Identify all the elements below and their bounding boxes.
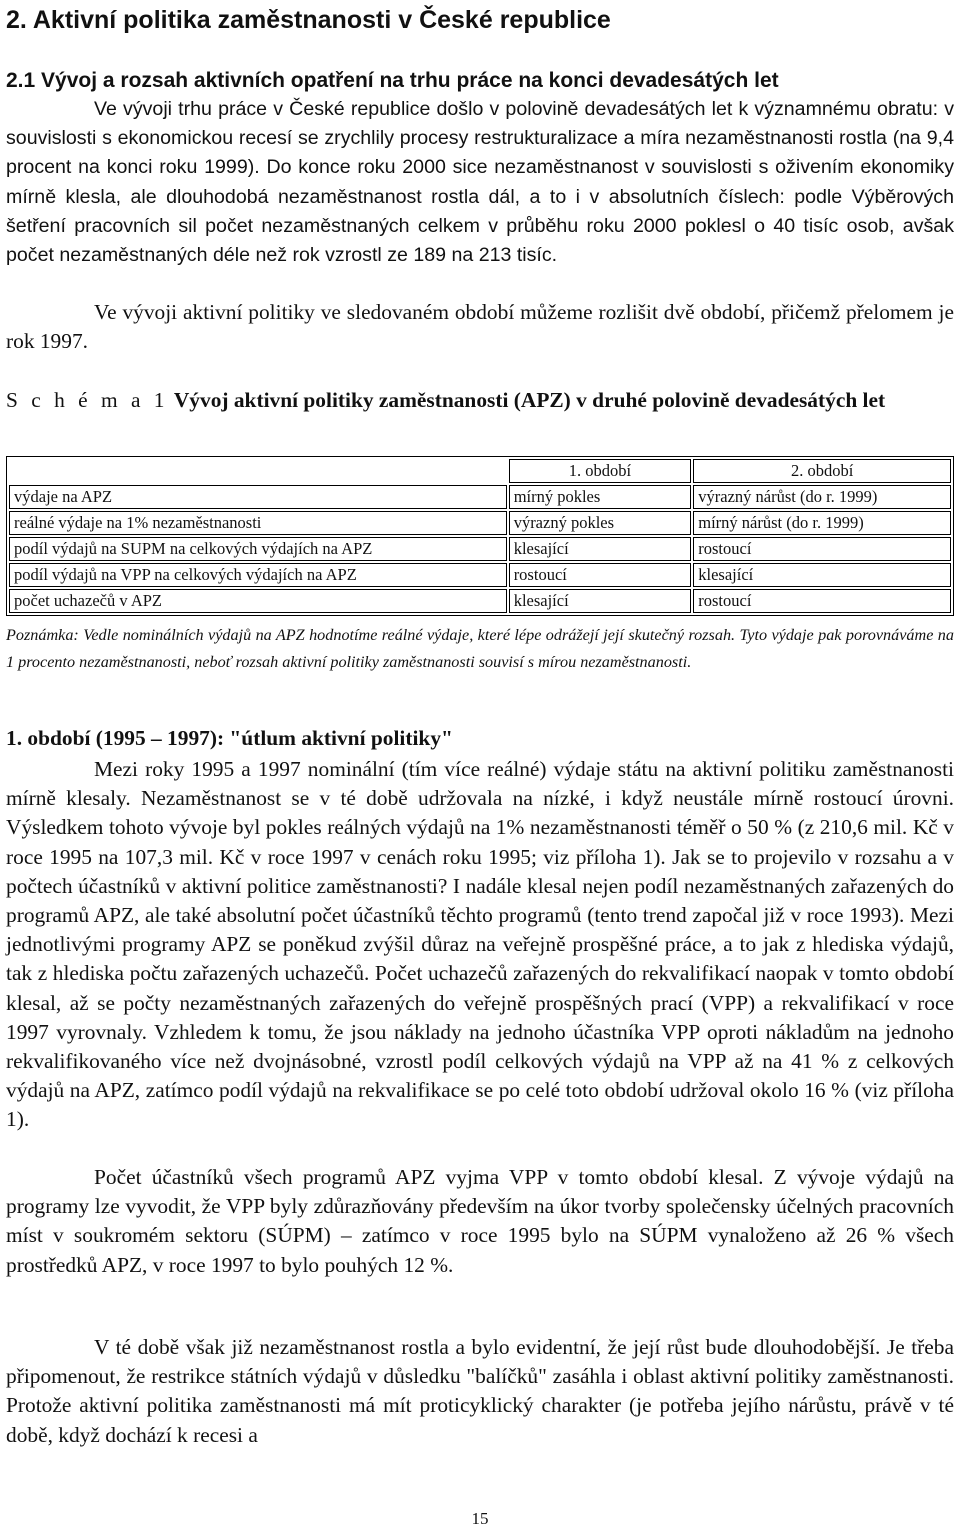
paragraph-5-text: V té době však již nezaměstnanost rostla a bylo evidentní, že její růst bude dlouhodobější. Je třeba připomenout, že restrikce státních výdajů v důsledku "balíčků" zasáhla i oblast aktivní politiky zaměstnanosti. Protože aktivní politika zaměstnanosti má mít proticyklický charakter (je potřeba jejího nárůstu, právě v té době, když dochází k recesi a [6,1335,954,1447]
row-label: podíl výdajů na SUPM na celkových výdajích na APZ [9,537,507,561]
paragraph-1 [6,95,954,270]
table-header-period-2: 2. období [693,459,951,483]
row-period-2: výrazný nárůst (do r. 1999) [693,485,951,509]
row-period-1: klesající [509,537,692,561]
row-period-2: rostoucí [693,589,951,613]
paragraph-2 [6,298,954,356]
apz-table [6,456,954,616]
schema-label: S c h é m a 1 [6,388,169,412]
row-label: reálné výdaje na 1% nezaměstnanosti [9,511,507,535]
paragraph-5 [6,1333,954,1450]
table-row [9,589,951,613]
table-header-row [9,459,951,483]
row-label: podíl výdajů na VPP na celkových výdajích na APZ [9,563,507,587]
row-period-1: klesající [509,589,692,613]
period-heading: 1. období (1995 – 1997): "útlum aktivní politiky" [6,726,453,750]
schema-caption [6,385,954,415]
table-row [9,511,951,535]
schema-title: Vývoj aktivní politiky zaměstnanosti (APZ) v druhé polovině devadesátých let [173,388,886,412]
table-row [9,485,951,509]
paragraph-2-text: Ve vývoji aktivní politiky ve sledovaném období můžeme rozlišit dvě období, přičemž přelomem je rok 1997. [6,300,954,354]
main-heading: 2. Aktivní politika zaměstnanosti v České republice [6,6,611,34]
row-period-1: mírný pokles [509,485,692,509]
table-header-period-1: 1. období [509,459,692,483]
table-row [9,563,951,587]
table-note: Poznámka: Vedle nominálních výdajů na APZ hodnotíme reálné výdaje, které lépe odrážejí její skutečný rozsah. Tyto výdaje pak porovnáváme na 1 procento nezaměstnanosti, neboť rozsah aktivní politiky zaměstnanosti souvisí s mírou nezaměstnanosti. [6,626,954,671]
table-row [9,537,951,561]
paragraph-4-text: Počet účastníků všech programů APZ vyjma VPP v tomto období klesal. Z vývoje výdajů na programy lze vyvodit, že VPP byly zdůrazňovány především na úkor tvorby společensky účelných pracovních míst v soukromém sektoru (SÚPM) – zatímco v roce 1995 bylo na SÚPM vynaloženo až 26 % všech prostředků APZ, v roce 1997 to bylo pouhých 12 %. [6,1165,954,1277]
paragraph-3 [6,755,954,1135]
row-period-2: mírný nárůst (do r. 1999) [693,511,951,535]
paragraph-3-text: Mezi roky 1995 a 1997 nominální (tím více reálné) výdaje státu na aktivní politiku zaměstnanosti mírně klesaly. Nezaměstnanost se v té době udržovala na nízké, i když neustále mírně rostoucí úrovni. Výsledkem tohoto vývoje byl pokles reálných výdajů na 1% nezaměstnanosti téměř o 50 % (z 210,6 mil. Kč v roce 1995 na 107,3 mil. Kč v roce 1997 v cenách roku 1995; viz příloha 1). Jak se to projevilo v rozsahu a v počtech účastníků v aktivní politice zaměstnanosti? I nadále klesal nejen podíl nezaměstnaných zařazených do programů APZ, ale také absolutní počet účastníků těchto programů (tento trend započal již v roce 1993). Mezi jednotlivými programy APZ se poněkud zvýšil důraz na veřejně prospěšné práce, a to jak z hlediska výdajů, tak z hlediska počtu zařazených uchazečů. Počet uchazečů zařazených do rekvalifikací naopak v tomto období klesal, až se počty nezaměstnaných zařazených do veřejně prospěšných prací (VPP) a rekvalifikací v roce 1997 vyrovnaly. Vzhledem k tomu, že jsou náklady na jednoho účastníka VPP oproti nákladům na jednoho rekvalifikovaného více než dvojnásobné, vzrostl podíl celkových výdajů na VPP až na 41 % z celkových výdajů na APZ, zatímco podíl výdajů na rekvalifikace se po celé toto období udržoval okolo 16 % (viz příloha 1). [6,757,954,1132]
paragraph-1-text: Ve vývoji trhu práce v České republice došlo v polovině devadesátých let k významnému obratu: v souvislosti s ekonomickou recesí se zrychlily procesy restrukturalizace a míra nezaměstnanosti rostla (na 9,4 procent na konci roku 1999). Do konce roku 2000 sice nezaměstnanost v souvislosti s oživením ekonomiky mírně klesla, ale dlouhodobá nezaměstnanost rostla dál, a to i v absolutních číslech: podle Výběrových šetření pracovních sil počet nezaměstnaných celkem v průběhu roku 2000 poklesl o 40 tisíc osob, avšak počet nezaměstnaných déle než rok vzrostl ze 189 na 213 tisíc. [6,98,954,267]
paragraph-4 [6,1163,954,1280]
row-period-1: výrazný pokles [509,511,692,535]
page-number: 15 [471,1509,489,1528]
table-header-empty [9,459,507,483]
row-label: výdaje na APZ [9,485,507,509]
row-label: počet uchazečů v APZ [9,589,507,613]
row-period-1: rostoucí [509,563,692,587]
section-heading: 2.1 Vývoj a rozsah aktivních opatření na trhu práce na konci devadesátých let [6,69,779,92]
row-period-2: rostoucí [693,537,951,561]
row-period-2: klesající [693,563,951,587]
